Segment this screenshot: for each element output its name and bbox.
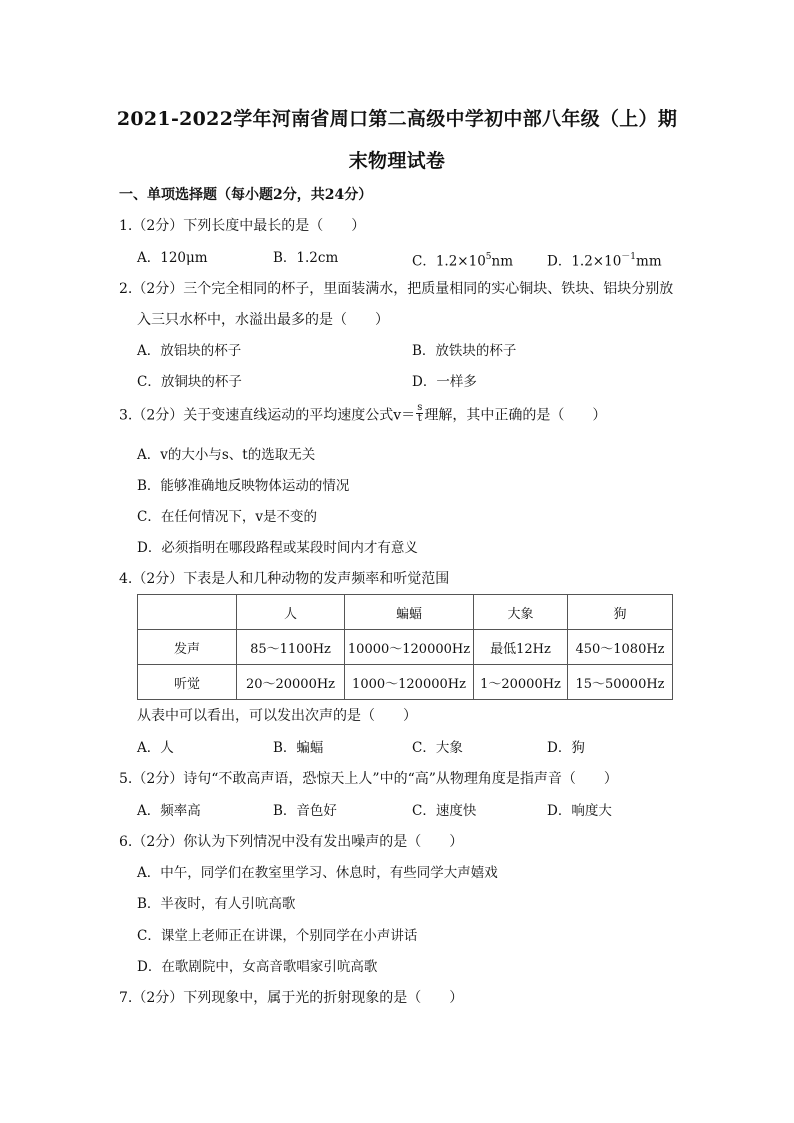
question-3-stem: 3.（2分）关于变速直线运动的平均速度公式v＝ $\frac{s}{t}$ 理解，其中正确的是（ ）	[119, 402, 607, 424]
table-cell: 发声	[138, 630, 237, 665]
table-header-cell: 大象	[474, 595, 568, 630]
question-4-option-b: B．蝙蝠	[273, 740, 324, 756]
question-2-stem-line1: 2.（2分）三个完全相同的杯子，里面装满水，把质量相同的实心铜块、铁块、铝块分别放	[119, 281, 674, 297]
question-1-stem: 1.（2分）下列长度中最长的是（ ）	[119, 218, 366, 234]
question-5-option-b: B．音色好	[273, 803, 337, 819]
question-1-option-d: D．$1.2\times 10^{-1}mm$	[547, 252, 662, 270]
question-4-option-d: D．狗	[547, 740, 585, 756]
question-2-option-d: D．一样多	[412, 374, 477, 390]
question-5-option-a: A．频率高	[137, 803, 201, 819]
question-1-option-a: A．120μm	[137, 250, 208, 266]
table-cell: 450～1080Hz	[568, 630, 673, 665]
question-2-option-b: B．放铁块的杯子	[412, 343, 517, 359]
table-cell: 最低12Hz	[474, 630, 568, 665]
question-2-option-c: C．放铜块的杯子	[137, 374, 242, 390]
question-6-option-b: B．半夜时，有人引吭高歌	[137, 896, 296, 912]
question-3-option-c: C．在任何情况下，v是不变的	[137, 509, 317, 525]
exam-title-line2: 末物理试卷	[348, 150, 446, 172]
table-row	[138, 630, 673, 665]
table-header-cell: 蝙蝠	[345, 595, 474, 630]
question-7-stem: 7.（2分）下列现象中，属于光的折射现象的是（ ）	[119, 990, 464, 1006]
question-6-option-c: C．课堂上老师正在讲课，个别同学在小声讲话	[137, 928, 418, 944]
question-6-option-a: A．中午，同学们在教室里学习、休息时，有些同学大声嬉戏	[137, 865, 498, 881]
question-3-option-d: D．必须指明在哪段路程或某段时间内才有意义	[137, 540, 418, 556]
table-header-cell: 狗	[568, 595, 673, 630]
table-cell: 1～20000Hz	[474, 665, 568, 700]
exam-title-line1: 2021-2022学年河南省周口第二高级中学初中部八年级（上）期	[116, 108, 678, 130]
question-3-option-a: A．v的大小与s、t的选取无关	[137, 447, 316, 463]
table-cell: 85～1100Hz	[237, 630, 345, 665]
question-4-option-c: C．大象	[412, 740, 463, 756]
section-heading: 一、单项选择题（每小题2分，共24分）	[119, 187, 373, 203]
table-header-cell	[138, 595, 237, 630]
question-6-stem: 6.（2分）你认为下列情况中没有发出噪声的是（ ）	[119, 834, 464, 850]
question-2-option-a: A．放铝块的杯子	[137, 343, 242, 359]
table-cell: 1000～120000Hz	[345, 665, 474, 700]
question-4-stem: 4.（2分）下表是人和几种动物的发声频率和听觉范围	[119, 571, 450, 587]
table-cell: 20～20000Hz	[237, 665, 345, 700]
question-1-option-b: B．1.2cm	[273, 250, 339, 266]
table-header-row	[138, 595, 673, 630]
table-cell: 15～50000Hz	[568, 665, 673, 700]
table-row	[138, 665, 673, 700]
frequency-table	[137, 594, 673, 700]
table-cell: 听觉	[138, 665, 237, 700]
question-1-option-c: C．$1.2\times 10^5nm$	[412, 252, 514, 270]
question-2-stem-line2: 入三只水杯中，水溢出最多的是（ ）	[137, 312, 389, 328]
question-5-option-c: C．速度快	[412, 803, 477, 819]
question-5-option-d: D．响度大	[547, 803, 612, 819]
question-4-option-a: A．人	[137, 740, 174, 756]
question-4-follow-up: 从表中可以看出，可以发出次声的是（ ）	[137, 708, 417, 724]
question-3-option-b: B．能够准确地反映物体运动的情况	[137, 478, 350, 494]
velocity-formula-fraction: $\frac{s}{t}$	[417, 402, 423, 424]
table-cell: 10000～120000Hz	[345, 630, 474, 665]
table-header-cell: 人	[237, 595, 345, 630]
question-6-option-d: D．在歌剧院中，女高音歌唱家引吭高歌	[137, 959, 378, 975]
question-5-stem: 5.（2分）诗句“不敢高声语，恐惊天上人”中的“高”从物理角度是指声音（ ）	[119, 771, 618, 787]
